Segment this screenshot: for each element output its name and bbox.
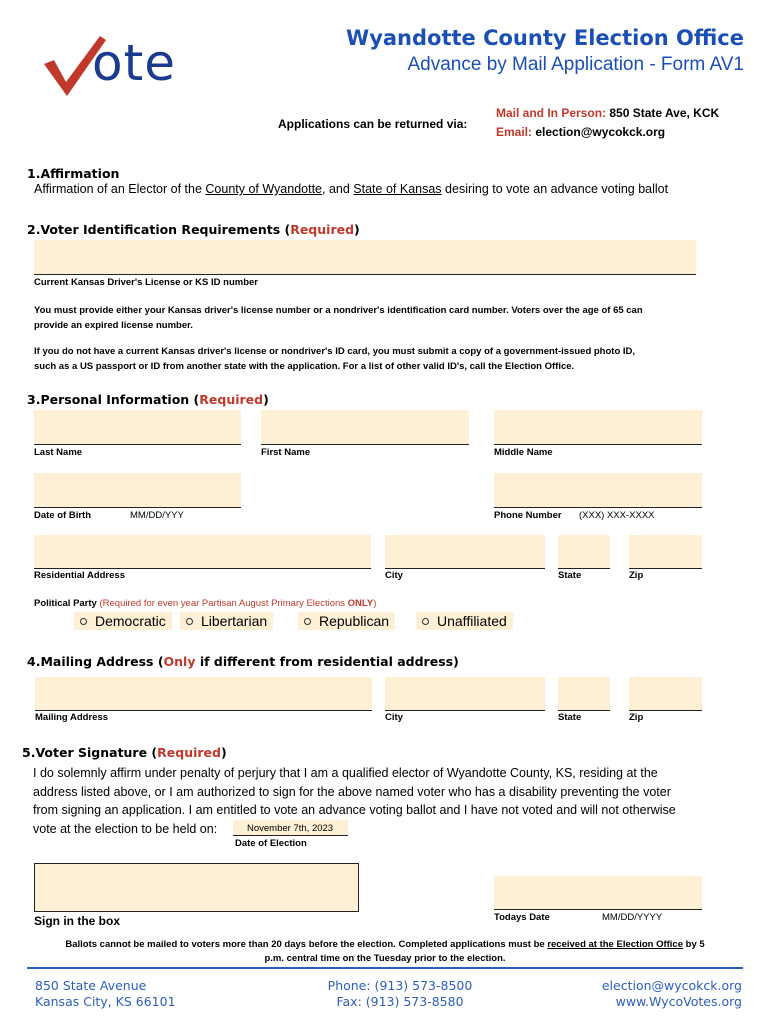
footer-address-line-2: Kansas City, KS 66101: [35, 994, 176, 1009]
voter-id-heading-text: 2.Voter Identification Requirements (: [27, 222, 291, 237]
signature-text-line-4: [33, 820, 676, 839]
email-address: election@wycokck.org: [535, 125, 666, 139]
residential-state-label: State: [558, 570, 582, 581]
signature-heading: [22, 745, 227, 760]
party-radio-republican[interactable]: [298, 612, 395, 630]
party-label-libertarian: Libertarian: [201, 613, 268, 629]
deadline-notice: [40, 938, 730, 966]
deadline-notice-post: by 5: [683, 939, 705, 950]
last-name-field[interactable]: [34, 410, 241, 445]
affirmation-text-mid: , and: [322, 182, 354, 196]
mailing-state-label: State: [558, 712, 582, 723]
phone-number-format: (XXX) XXX-XXXX: [579, 510, 655, 521]
mailing-address-label: Mailing Address: [35, 712, 109, 723]
signature-text-line-3: from signing an application. I am entitled to vote an advance voting ballot and I have not voted and will not otherwise: [33, 803, 676, 817]
personal-info-heading-close: ): [263, 392, 269, 407]
personal-info-heading-text: 3.Personal Information (: [27, 392, 200, 407]
party-label-republican: Republican: [319, 613, 390, 629]
returned-via-label: Applications can be returned via:: [278, 117, 468, 131]
phone-number-label: Phone Number: [494, 510, 562, 521]
signature-text-line-1: I do solemnly affirm under penalty of perjury that I am a qualified elector of Wyandotte County, KS, residing at the: [33, 766, 658, 780]
personal-info-required: Required: [199, 392, 264, 407]
political-party-label: [34, 598, 376, 609]
todays-date-format: MM/DD/YYYY: [602, 912, 663, 923]
first-name-label: First Name: [261, 447, 311, 458]
signature-heading-close: ): [220, 745, 227, 760]
office-title: Wyandotte County Election Office: [346, 26, 744, 50]
party-radio-democratic[interactable]: [74, 612, 172, 630]
mailing-heading-only: Only: [163, 654, 196, 669]
voter-id-note-1-line-1: You must provide either your Kansas driver's license number or a nondriver's identification card number. Voters over the age of 65 can: [34, 305, 643, 316]
signature-heading-text: 5.Voter Signature (: [22, 745, 158, 760]
signature-box[interactable]: [34, 863, 359, 912]
personal-info-heading: [27, 392, 269, 407]
phone-number-field[interactable]: [494, 473, 702, 508]
date-of-birth-format: MM/DD/YYY: [130, 510, 184, 521]
voter-id-note-2: [34, 344, 635, 374]
mailing-address-field[interactable]: [35, 677, 372, 711]
middle-name-label: Middle Name: [494, 447, 553, 458]
mailing-zip-label: Zip: [629, 712, 644, 723]
footer-contact: [602, 978, 742, 1010]
footer-fax-number: Fax: (913) 573-8580: [336, 994, 464, 1009]
radio-circle-icon: [304, 618, 311, 625]
residential-address-label: Residential Address: [34, 570, 125, 581]
footer-website[interactable]: www.WycoVotes.org: [615, 994, 742, 1009]
political-party-title: Political Party: [34, 598, 97, 609]
deadline-notice-pre: Ballots cannot be mailed to voters more than 20 days before the election. Completed applications must be: [65, 939, 548, 950]
kansas-id-field[interactable]: [34, 240, 696, 275]
voter-id-required: Required: [290, 222, 355, 237]
mail-in-person-line: [496, 106, 719, 120]
affirmation-county: County of Wyandotte: [205, 182, 323, 196]
affirmation-text-post: desiring to vote an advance voting ballot: [441, 182, 669, 196]
party-radio-libertarian[interactable]: [180, 612, 273, 630]
footer-divider: [27, 967, 743, 969]
party-radio-unaffiliated[interactable]: [416, 612, 513, 630]
signature-required: Required: [157, 745, 221, 760]
signature-affirmation-text: [33, 764, 676, 838]
election-date-field[interactable]: November 7th, 2023: [233, 820, 348, 836]
deadline-notice-line-2: p.m. central time on the Tuesday prior to the election.: [264, 953, 506, 964]
party-label-unaffiliated: Unaffiliated: [437, 613, 507, 629]
deadline-notice-received: received at the Election Office: [547, 939, 683, 950]
mailing-city-field[interactable]: [385, 677, 545, 711]
radio-circle-icon: [80, 618, 87, 625]
affirmation-heading: 1.Affirmation: [27, 166, 120, 181]
date-of-birth-label: Date of Birth: [34, 510, 91, 521]
residential-state-field[interactable]: [558, 535, 610, 569]
last-name-label: Last Name: [34, 447, 83, 458]
affirmation-text: [34, 182, 668, 196]
affirmation-text-pre: Affirmation of an Elector of the: [34, 182, 206, 196]
mailing-heading-pre: 4.Mailing Address (: [27, 654, 164, 669]
footer-email[interactable]: election@wycokck.org: [601, 978, 742, 993]
residential-zip-field[interactable]: [629, 535, 702, 569]
radio-circle-icon: [422, 618, 429, 625]
mailing-city-label: City: [385, 712, 403, 723]
vote-logo-text: ote: [92, 34, 176, 92]
form-title: Advance by Mail Application - Form AV1: [407, 54, 744, 75]
residential-city-field[interactable]: [385, 535, 545, 569]
mailing-heading-post: if different from residential address): [195, 654, 459, 669]
footer-phone: [300, 978, 500, 1010]
deadline-notice-line-1: [40, 938, 730, 952]
date-of-election-label: Date of Election: [235, 838, 307, 849]
footer-address: [35, 978, 176, 1010]
voter-id-heading-close: ): [354, 222, 360, 237]
voter-id-note-2-line-2: such as a US passport or ID from another state with the application. For a list of other valid ID's, call the Election Office.: [34, 361, 575, 372]
mail-address: 850 State Ave, KCK: [609, 106, 720, 120]
affirmation-state: State of Kansas: [353, 182, 442, 196]
party-label-democratic: Democratic: [95, 613, 166, 629]
sign-in-box-label: Sign in the box: [34, 914, 120, 928]
footer-phone-number: Phone: (913) 573-8500: [327, 978, 473, 993]
email-label: Email:: [496, 125, 533, 139]
mailing-state-field[interactable]: [558, 677, 610, 711]
signature-text-line-2: address listed above, or I am authorized to sign for the above named voter who has a disability preventing the voter: [33, 784, 671, 799]
residential-city-label: City: [385, 570, 403, 581]
first-name-field[interactable]: [261, 410, 469, 445]
mailing-zip-field[interactable]: [629, 677, 702, 711]
signature-text-line-4-label: vote at the election to be held on:: [33, 821, 218, 836]
kansas-id-label: Current Kansas Driver's License or KS ID number: [34, 277, 258, 288]
date-of-birth-field[interactable]: [34, 473, 241, 508]
radio-circle-icon: [186, 618, 193, 625]
footer-address-line-1: 850 State Avenue: [35, 978, 147, 993]
voter-id-heading: [27, 222, 360, 237]
email-line: [496, 125, 665, 139]
political-party-note-close: ): [373, 598, 377, 609]
todays-date-label: Todays Date: [494, 912, 550, 923]
todays-date-field[interactable]: [494, 876, 702, 910]
residential-address-field[interactable]: [34, 535, 371, 569]
political-party-note: (Required for even year Partisan August Primary Elections: [99, 598, 348, 609]
political-party-only: ONLY: [347, 598, 374, 609]
mail-label: Mail and In Person:: [496, 106, 607, 120]
voter-id-note-1: [34, 303, 643, 333]
middle-name-field[interactable]: [494, 410, 702, 445]
mailing-address-heading: [27, 654, 459, 669]
voter-id-note-1-line-2: provide an expired license number.: [34, 320, 193, 331]
voter-id-note-2-line-1: If you do not have a current Kansas driver's license or nondriver's ID card, you must submit a copy of a government-issued photo ID,: [34, 346, 636, 357]
residential-zip-label: Zip: [629, 570, 644, 581]
